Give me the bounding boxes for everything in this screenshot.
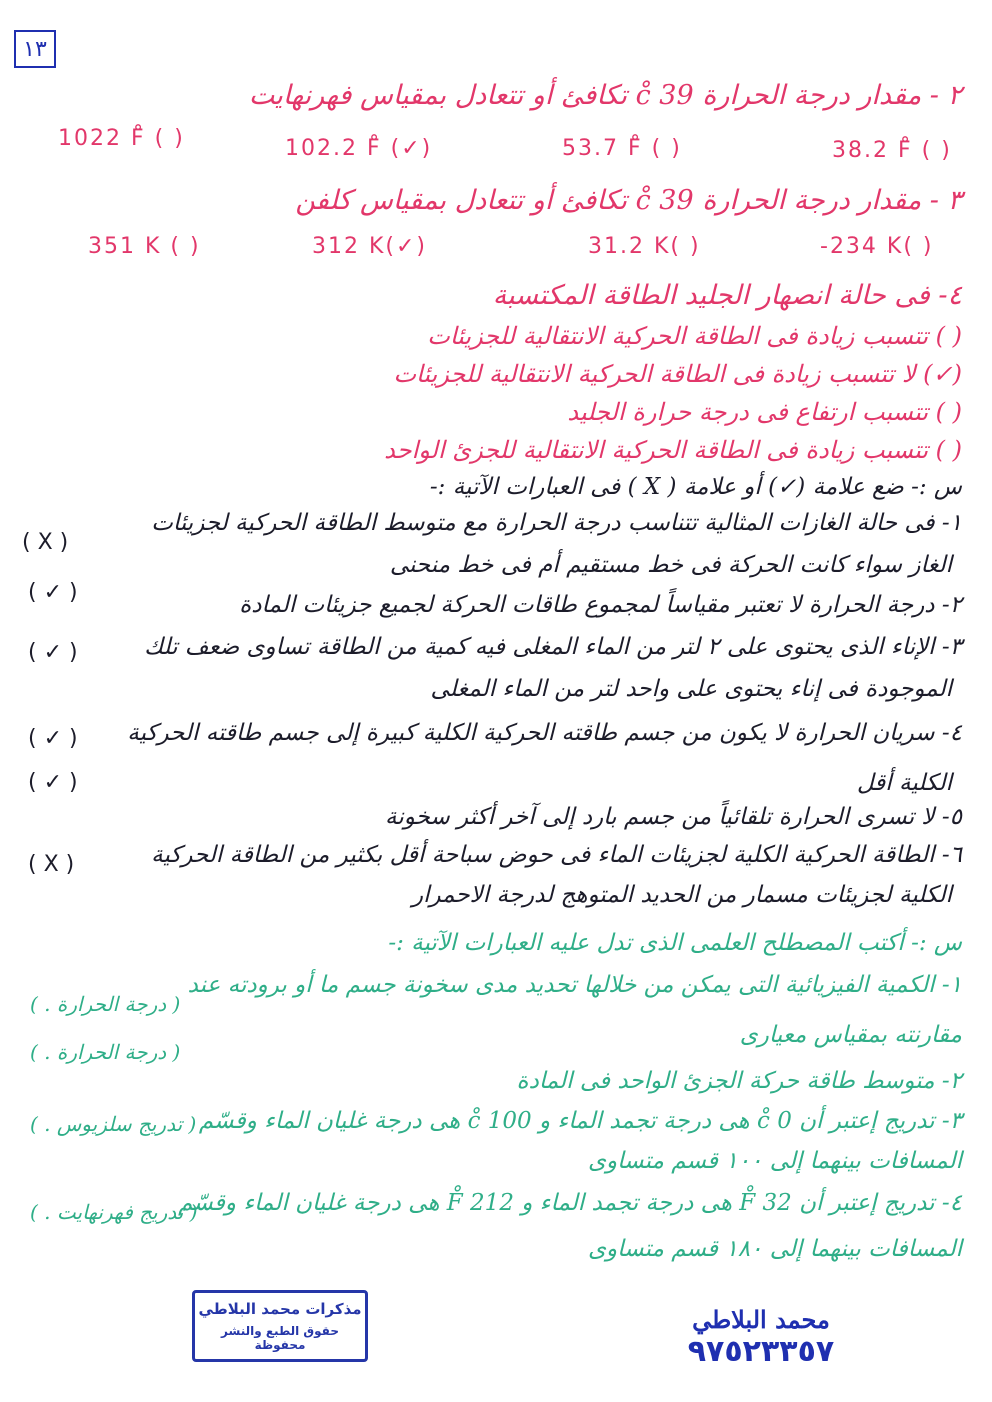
q2-option-1: 1022 F̊ ( ) xyxy=(58,126,185,151)
q2-option-2: 102.2 F̊ (✓) xyxy=(285,136,433,161)
term-line-4: ٣- تدريج إعتبر أن 0 c̊ هى درجة تجمد الماء و 100 c̊ هى درجة غليان الماء وقسّم xyxy=(198,1108,962,1134)
term-line-6: ٤- تدريج إعتبر أن 32 F̊ هى درجة تجمد الماء و 212 F̊ هى درجة غليان الماء وقسّم xyxy=(178,1190,962,1216)
tf-line-3: ٢- درجة الحرارة لا تعتبر مقياساً لمجموع طاقات الحركة لجميع جزيئات المادة xyxy=(239,592,962,618)
section-term-heading: س :- أكتب المصطلح العلمى الذى تدل عليه العبارات الآتية :- xyxy=(388,930,962,956)
tf-mark-4: ( ✓ ) xyxy=(28,726,78,751)
tf-mark-3: ( ✓ ) xyxy=(28,640,78,665)
tf-mark-5: ( ✓ ) xyxy=(28,770,78,795)
tf-line-10: الكلية لجزيئات مسمار من الحديد المتوهج لدرجة الاحمرار xyxy=(411,882,952,908)
tf-mark-6: ( X ) xyxy=(28,852,75,877)
term-answer-2: ( درجة الحرارة . ) xyxy=(30,1040,181,1064)
q2-stem: ٢ - مقدار درجة الحرارة 39 c̊ تكافئ أو تتعادل بمقياس فهرنهايت xyxy=(248,80,962,111)
term-answer-3: ( تدريج سلزيوس . ) xyxy=(30,1112,197,1136)
tf-line-7: الكلية أقل xyxy=(856,770,952,796)
term-line-2: مقارنته بمقياس معيارى xyxy=(739,1022,962,1048)
term-line-3: ٢- متوسط طاقة حركة الجزئ الواحد فى المادة xyxy=(516,1068,962,1094)
term-answer-1: ( درجة الحرارة . ) xyxy=(30,992,181,1016)
stamp-line-2: حقوق الطبع والنشر محفوظة xyxy=(221,1324,339,1352)
q3-option-1: 351 K ( ) xyxy=(88,234,201,259)
q3-option-4: -234 K( ) xyxy=(820,234,934,259)
q4-option-3: ( ) تتسبب ارتفاع فى درجة حرارة الجليد xyxy=(567,398,962,426)
term-line-7: المسافات بينهما إلى ١٨٠ قسم متساوى xyxy=(588,1236,962,1262)
q3-stem: ٣ - مقدار درجة الحرارة 39 c̊ تكافئ أو تتعادل بمقياس كلفن xyxy=(295,185,962,216)
tf-mark-2: ( ✓ ) xyxy=(28,580,78,605)
tf-line-9: ٦- الطاقة الحركية الكلية لجزيئات الماء فى حوض سباحة أقل بكثير من الطاقة الحركية xyxy=(151,842,962,868)
copyright-stamp xyxy=(192,1290,368,1362)
author-signature xyxy=(676,1305,846,1369)
q2-option-4: 38.2 F̊ ( ) xyxy=(832,138,952,163)
q3-option-2: 312 K(✓) xyxy=(312,234,428,259)
q4-option-1: ( ) تتسبب زيادة فى الطاقة الحركية الانتقالية للجزيئات xyxy=(427,322,962,350)
tf-line-6: ٤- سريان الحرارة لا يكون من جسم طاقته الحركية الكلية كبيرة إلى جسم طاقته الحركية xyxy=(127,720,962,746)
q4-stem: ٤- فى حالة انصهار الجليد الطاقة المكتسبة xyxy=(492,280,962,311)
page-number-box xyxy=(14,30,56,68)
tf-mark-1: ( X ) xyxy=(22,530,69,555)
q3-option-3: 31.2 K( ) xyxy=(588,234,701,259)
q4-option-4: ( ) تتسبب زيادة فى الطاقة الحركية الانتقالية للجزئ الواحد xyxy=(384,436,962,464)
section-tf-heading: س :- ضع علامة (✓) أو علامة ( X ) فى العبارات الآتية :- xyxy=(429,474,962,500)
term-line-1: ١- الكمية الفيزيائية التى يمكن من خلالها تحديد مدى سخونة جسم ما أو برودته عند xyxy=(187,972,962,998)
author-phone: ٩٧٥٢٣٣٥٧ xyxy=(687,1334,835,1369)
tf-line-2: الغاز سواء كانت الحركة فى خط مستقيم أم فى خط منحنى xyxy=(389,552,952,578)
tf-line-4: ٣- الإناء الذى يحتوى على ٢ لتر من الماء المغلى فيه كمية من الطاقة تساوى ضعف تلك xyxy=(144,634,962,660)
author-name: محمد البلاطي xyxy=(692,1305,830,1334)
tf-line-5: الموجودة فى إناء يحتوى على واحد لتر من الماء المغلى xyxy=(430,676,952,702)
stamp-line-1: مذكرات محمد البلاطي xyxy=(198,1300,362,1318)
tf-line-1: ١- فى حالة الغازات المثالية تتناسب درجة الحرارة مع متوسط الطاقة الحركية لجزيئات xyxy=(151,510,962,536)
term-answer-4: ( تدريج فهرنهايت . ) xyxy=(30,1200,198,1224)
q2-option-3: 53.7 F̊ ( ) xyxy=(562,136,682,161)
term-line-5: المسافات بينهما إلى ١٠٠ قسم متساوى xyxy=(588,1148,962,1174)
page-number: ١٣ xyxy=(23,36,47,62)
q4-option-2: (✓) لا تتسبب زيادة فى الطاقة الحركية الانتقالية للجزيئات xyxy=(393,360,962,388)
tf-line-8: ٥- لا تسرى الحرارة تلقائياً من جسم بارد إلى آخر أكثر سخونة xyxy=(385,804,962,830)
